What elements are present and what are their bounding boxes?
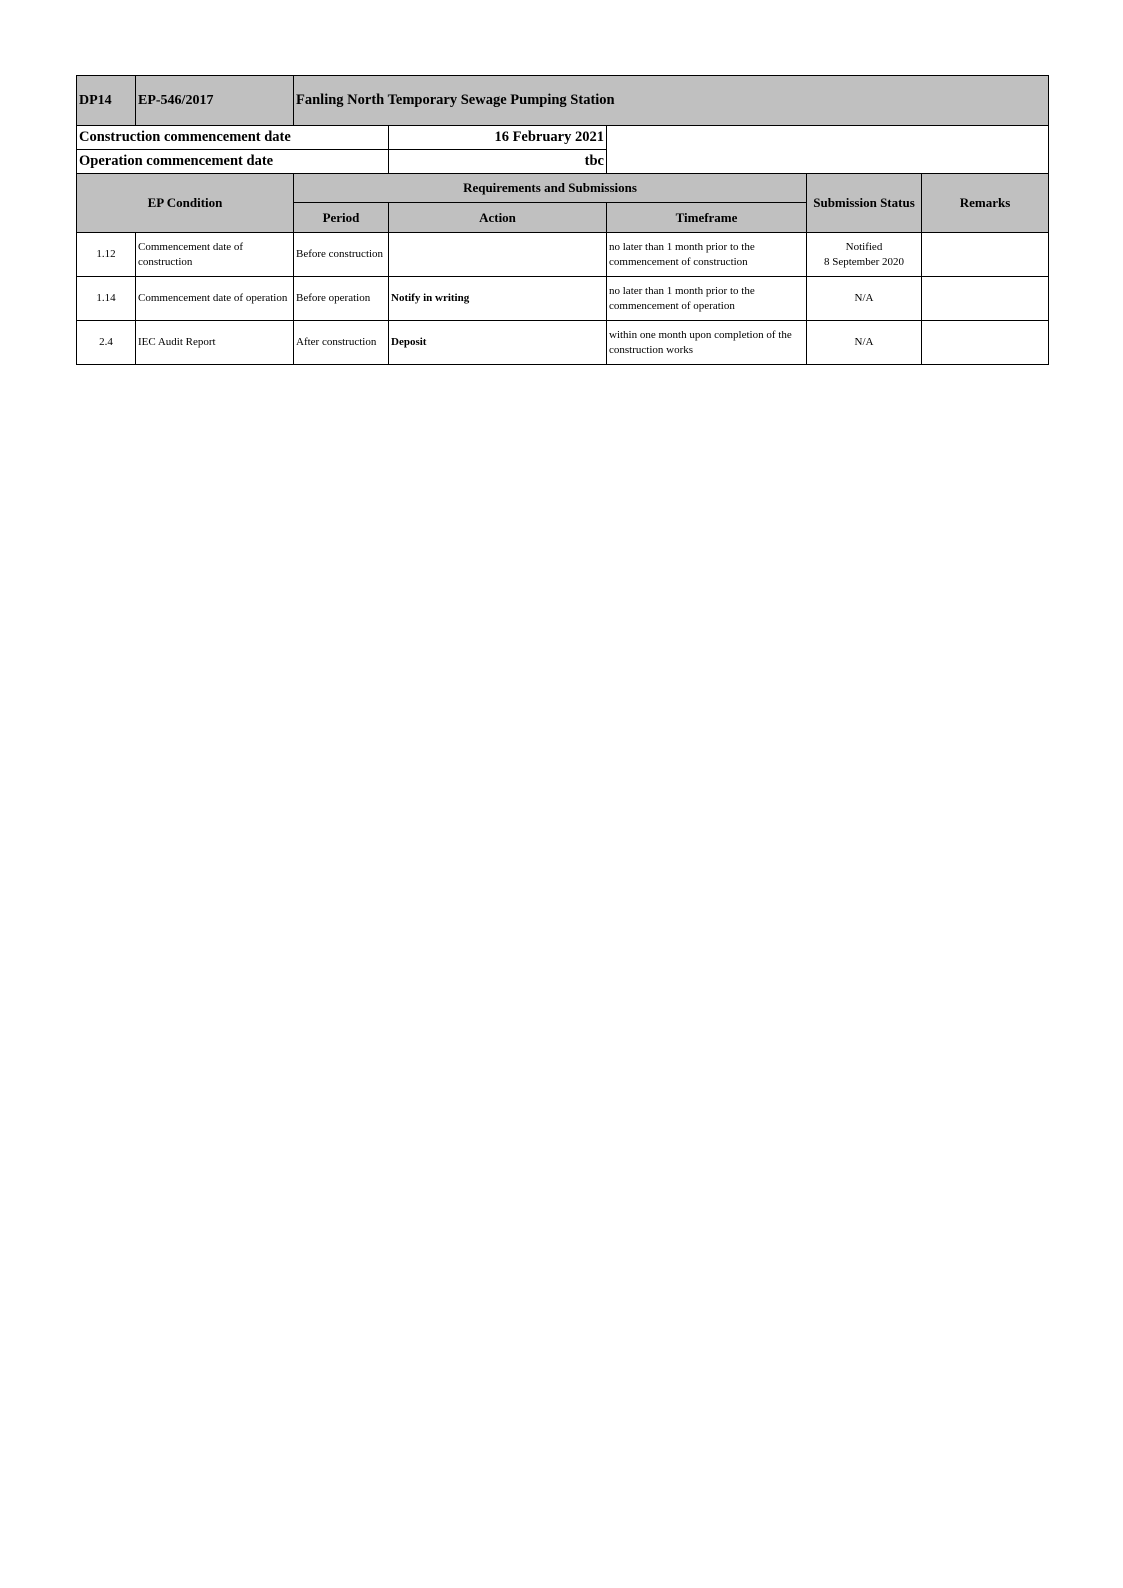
condition-description: Commencement date of construction	[136, 233, 294, 277]
table-row	[77, 321, 1049, 365]
ep-condition-header: EP Condition	[77, 174, 294, 233]
submission-status-cell	[807, 233, 922, 277]
column-header-row	[77, 174, 1049, 203]
condition-number: 1.14	[77, 277, 136, 321]
table-row	[77, 277, 1049, 321]
timeframe-header: Timeframe	[607, 203, 807, 233]
ep-number: EP-546/2017	[136, 76, 294, 126]
remarks-cell	[922, 233, 1049, 277]
action-cell: Notify in writing	[389, 277, 607, 321]
operation-date-label: Operation commencement date	[77, 150, 389, 174]
remarks-header: Remarks	[922, 174, 1049, 233]
condition-description: IEC Audit Report	[136, 321, 294, 365]
submission-status-cell	[807, 277, 922, 321]
operation-date-value: tbc	[389, 150, 607, 174]
remarks-cell	[922, 321, 1049, 365]
construction-date-value: 16 February 2021	[389, 126, 607, 150]
project-title: Fanling North Temporary Sewage Pumping Station	[294, 76, 1049, 126]
period-cell: Before construction	[294, 233, 389, 277]
status-line-1: N/A	[854, 336, 874, 348]
condition-number: 2.4	[77, 321, 136, 365]
status-line-2: 8 September 2020	[823, 255, 905, 268]
status-line-1: N/A	[854, 292, 874, 304]
table-row	[77, 233, 1049, 277]
project-header-row	[77, 76, 1049, 126]
timeframe-cell: no later than 1 month prior to the commencement of construction	[607, 233, 807, 277]
ep-condition-table	[76, 75, 1049, 365]
date-blank-cell	[607, 126, 1049, 174]
period-header: Period	[294, 203, 389, 233]
remarks-cell	[922, 277, 1049, 321]
timeframe-cell: no later than 1 month prior to the commencement of operation	[607, 277, 807, 321]
requirements-header: Requirements and Submissions	[294, 174, 807, 203]
submission-status-header: Submission Status	[807, 174, 922, 233]
action-header: Action	[389, 203, 607, 233]
period-cell: After construction	[294, 321, 389, 365]
construction-date-row	[77, 126, 1049, 150]
timeframe-cell: within one month upon completion of the construction works	[607, 321, 807, 365]
period-cell: Before operation	[294, 277, 389, 321]
project-code: DP14	[77, 76, 136, 126]
status-line-1: Notified	[845, 240, 883, 253]
construction-date-label: Construction commencement date	[77, 126, 389, 150]
action-cell	[389, 233, 607, 277]
submission-status-cell	[807, 321, 922, 365]
action-cell: Deposit	[389, 321, 607, 365]
condition-description: Commencement date of operation	[136, 277, 294, 321]
condition-number: 1.12	[77, 233, 136, 277]
